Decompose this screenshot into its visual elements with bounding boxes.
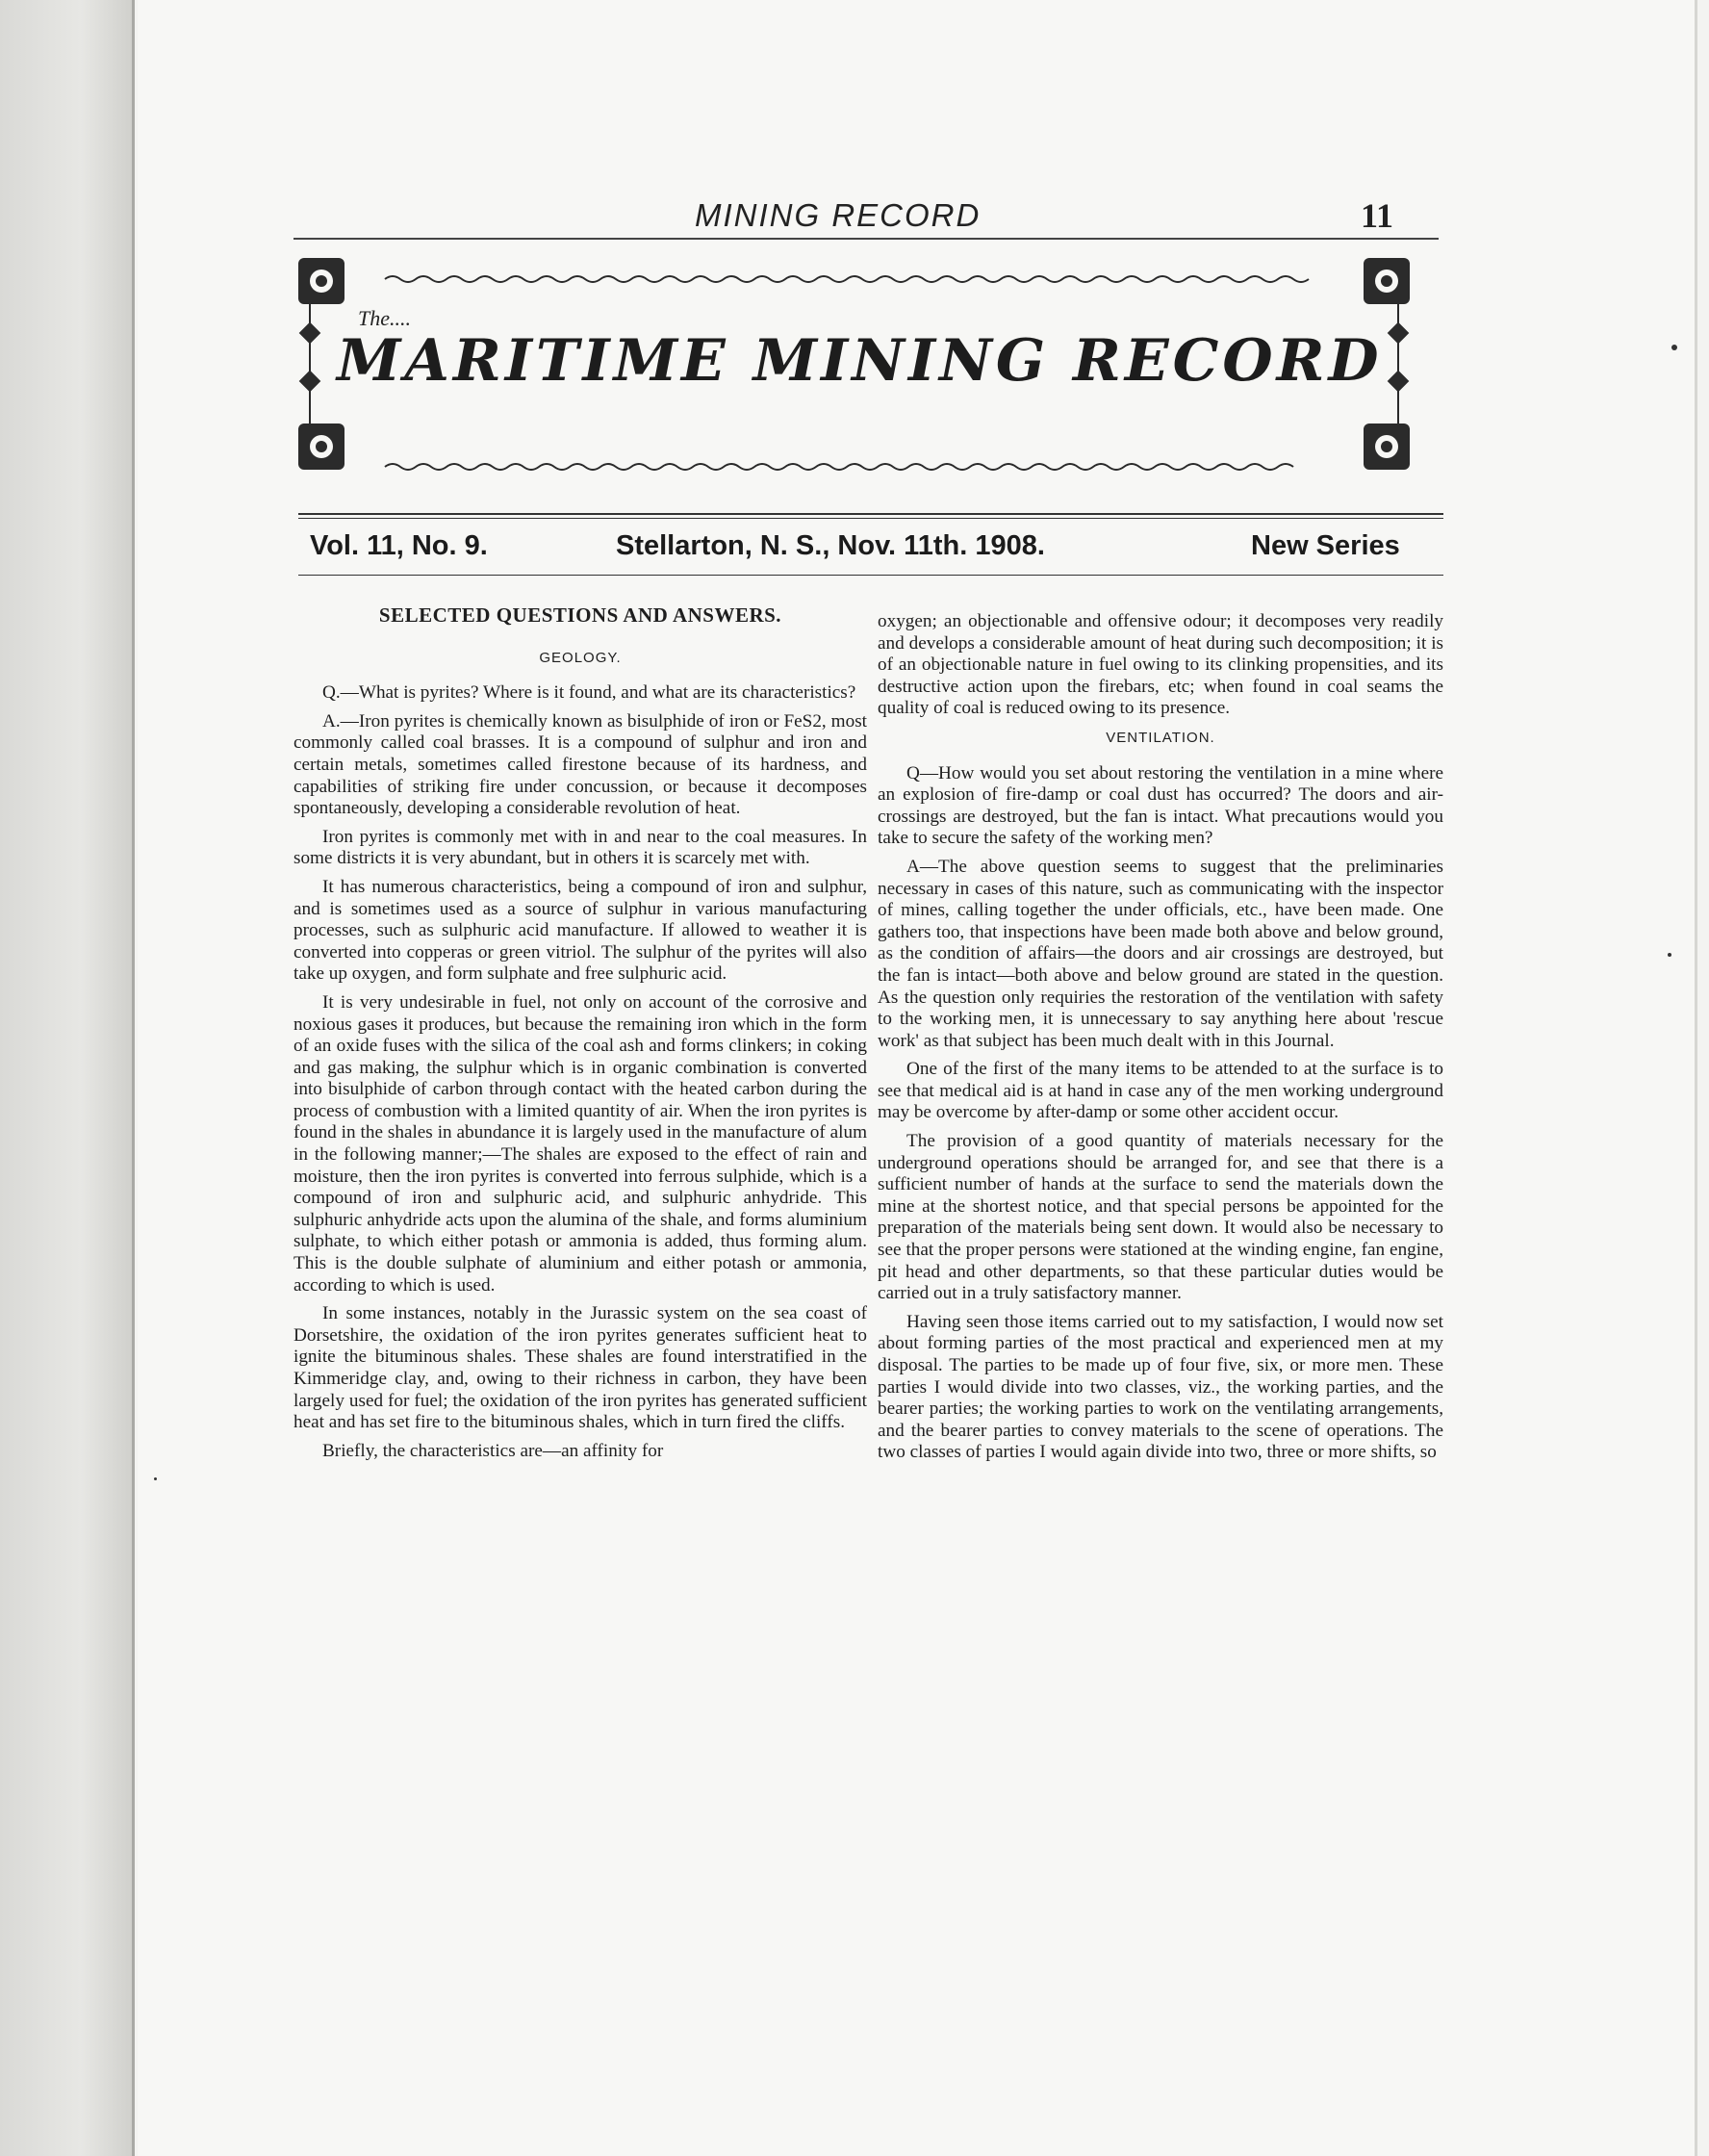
- issue-rule-top: [298, 513, 1443, 515]
- volume-number: Vol. 11, No. 9.: [310, 530, 488, 561]
- place-date: Stellarton, N. S., Nov. 11th. 1908.: [616, 530, 1045, 561]
- paragraph: The provision of a good quantity of materials necessary for the underground operations should be arranged for, and see that there is a sufficient number of hands at the surface to send the materials down the mine at the shortest notice, and that special persons be appointed for the preparation of the materials being sent down. It would also be necessary to see that the proper persons were stationed at the winding engine, fan engine, pit head and other departments, so that these particular duties would be carried out in a truly satisfactory manner.: [878, 1131, 1443, 1304]
- paragraph: Q—How would you set about restoring the ventilation in a mine where an explosion of fire-damp or coal dust has occurred? The doors and air-crossings are destroyed, but the fan is intact. What precautions would you take to secure the safety of the working men?: [878, 762, 1443, 849]
- paragraph: It is very undesirable in fuel, not only on account of the corrosive and noxious gases it produces, but because the remaining iron which in the form of an oxide fuses with the silica of the coal ash and forms clinkers; in coking and gas making, the sulphur which is in organic combination is converted into bisulphide of carbon through contact with the heated carbon during the process of combustion with a limited quantity of air. When the iron pyrites is found in the shales in abundance it is largely used in the manufacture of alum in the following manner;—The shales are exposed to the effect of rain and moisture, then the iron pyrites is converted into ferrous sulphide, which is a compound of iron and sulphuric acid, and sulphuric anhydride. This sulphuric anhydride acts upon the alumina of the shale, and forms aluminium sulphate, to which either potash or ammonia is added, thus forming alum. This is the double sulphate of aluminium and either potash or ammonia, according to which is used.: [293, 991, 867, 1296]
- paragraph-continuation: oxygen; an objectionable and offensive odour; it decomposes very readily and develops a considerable amount of heat during such decomposition; it is of an objectionable nature in fuel owing to its clinking propensities, and its destructive action upon the firebars, etc; when found in coal seams the quality of coal is reduced owing to its presence.: [878, 611, 1443, 719]
- paragraph: In some instances, notably in the Jurassic system on the sea coast of Dorsetshire, the oxidation of the iron pyrites generates sufficient heat to ignite the bituminous shales. These shales are found interstratified in the Kimmeridge clay, and, owing to their richness in carbon, they have been largely used for fuel; the oxidation of the iron pyrites has generated sufficient heat and has set fire to the bituminous shales, which in turn fired the cliffs.: [293, 1303, 867, 1433]
- masthead: [298, 258, 1410, 475]
- paragraph: Having seen those items carried out to my satisfaction, I would now set about forming parties of the most practical and experienced men at my disposal. The parties to be made up of four five, six, or more men. These parties I would divide into two classes, viz., the working parties, and the bearer parties; the working parties to work on the ventilating arrangements, and the bearer parties to convey materials to the scene of operations. The two classes of parties I would again divide into two, three or more shifts, so: [878, 1311, 1443, 1463]
- paragraph: It has numerous characteristics, being a compound of iron and sulphur, and is sometimes used as a source of sulphur in various manufacturing processes, such as sulphuric acid manufacture. If allowed to weather it is converted into copperas or green vitriol. The sulphur of the pyrites will also take up oxygen, and form sulphate and free sulphuric acid.: [293, 876, 867, 985]
- series-label: New Series: [1251, 530, 1400, 561]
- masthead-the: The....: [358, 306, 411, 330]
- paragraph: Iron pyrites is commonly met with in and near to the coal measures. In some districts it is very abundant, but in others it is scarcely met with.: [293, 826, 867, 869]
- running-head: MINING RECORD: [695, 197, 982, 233]
- masthead-title: MARITIME MINING RECORD: [337, 327, 1383, 395]
- scan-margin: [0, 0, 135, 2156]
- paragraph: Q.—What is pyrites? Where is it found, and what are its characteristics?: [322, 682, 856, 704]
- ventilation-heading: VENTILATION.: [1106, 729, 1215, 746]
- paragraph: A.—Iron pyrites is chemically known as bisulphide of iron or FeS2, most commonly called coal brasses. It is a compound of sulphur and iron and certain metals, sometimes called firestone because of its hardness, and capabilities of striking fire under concussion, or because it decomposes spontaneously, developing a considerable revolution of heat.: [293, 710, 867, 819]
- article-title: SELECTED QUESTIONS AND ANSWERS.: [378, 603, 782, 627]
- header-rule: [293, 238, 1439, 240]
- issue-rule-top-thin: [298, 518, 1443, 519]
- scan-speck: [154, 1477, 157, 1480]
- issue-line: [310, 525, 1443, 571]
- geology-heading: GEOLOGY.: [539, 649, 622, 666]
- paragraph: A—The above question seems to suggest that the preliminaries necessary in cases of this nature, such as communicating with the inspector of mines, calling together the under officials, etc., have been made. One gathers too, that inspections have been made both above and below ground, as the condition of affairs—the doors and air crossings are destroyed, but the fan is intact—both above and below ground are stated in the question. As the question only requiries the restoration of the ventilation with safety to the working men, it is unnecessary to say anything here about 'rescue work' as that subject has been much dealt with in this Journal.: [878, 856, 1443, 1051]
- paragraph: Briefly, the characteristics are—an affinity for: [322, 1440, 664, 1461]
- page-number: 11: [1361, 196, 1394, 235]
- issue-rule-bottom: [298, 575, 1443, 576]
- scan-speck: [1668, 953, 1671, 957]
- column-right: [878, 611, 1443, 1471]
- paragraph: One of the first of the many items to be attended to at the surface is to see that medical aid is at hand in case any of the men working underground may be overcome by after-damp or some other accident occur.: [878, 1059, 1443, 1123]
- scan-speck: [1671, 345, 1677, 350]
- column-left: [293, 597, 867, 1469]
